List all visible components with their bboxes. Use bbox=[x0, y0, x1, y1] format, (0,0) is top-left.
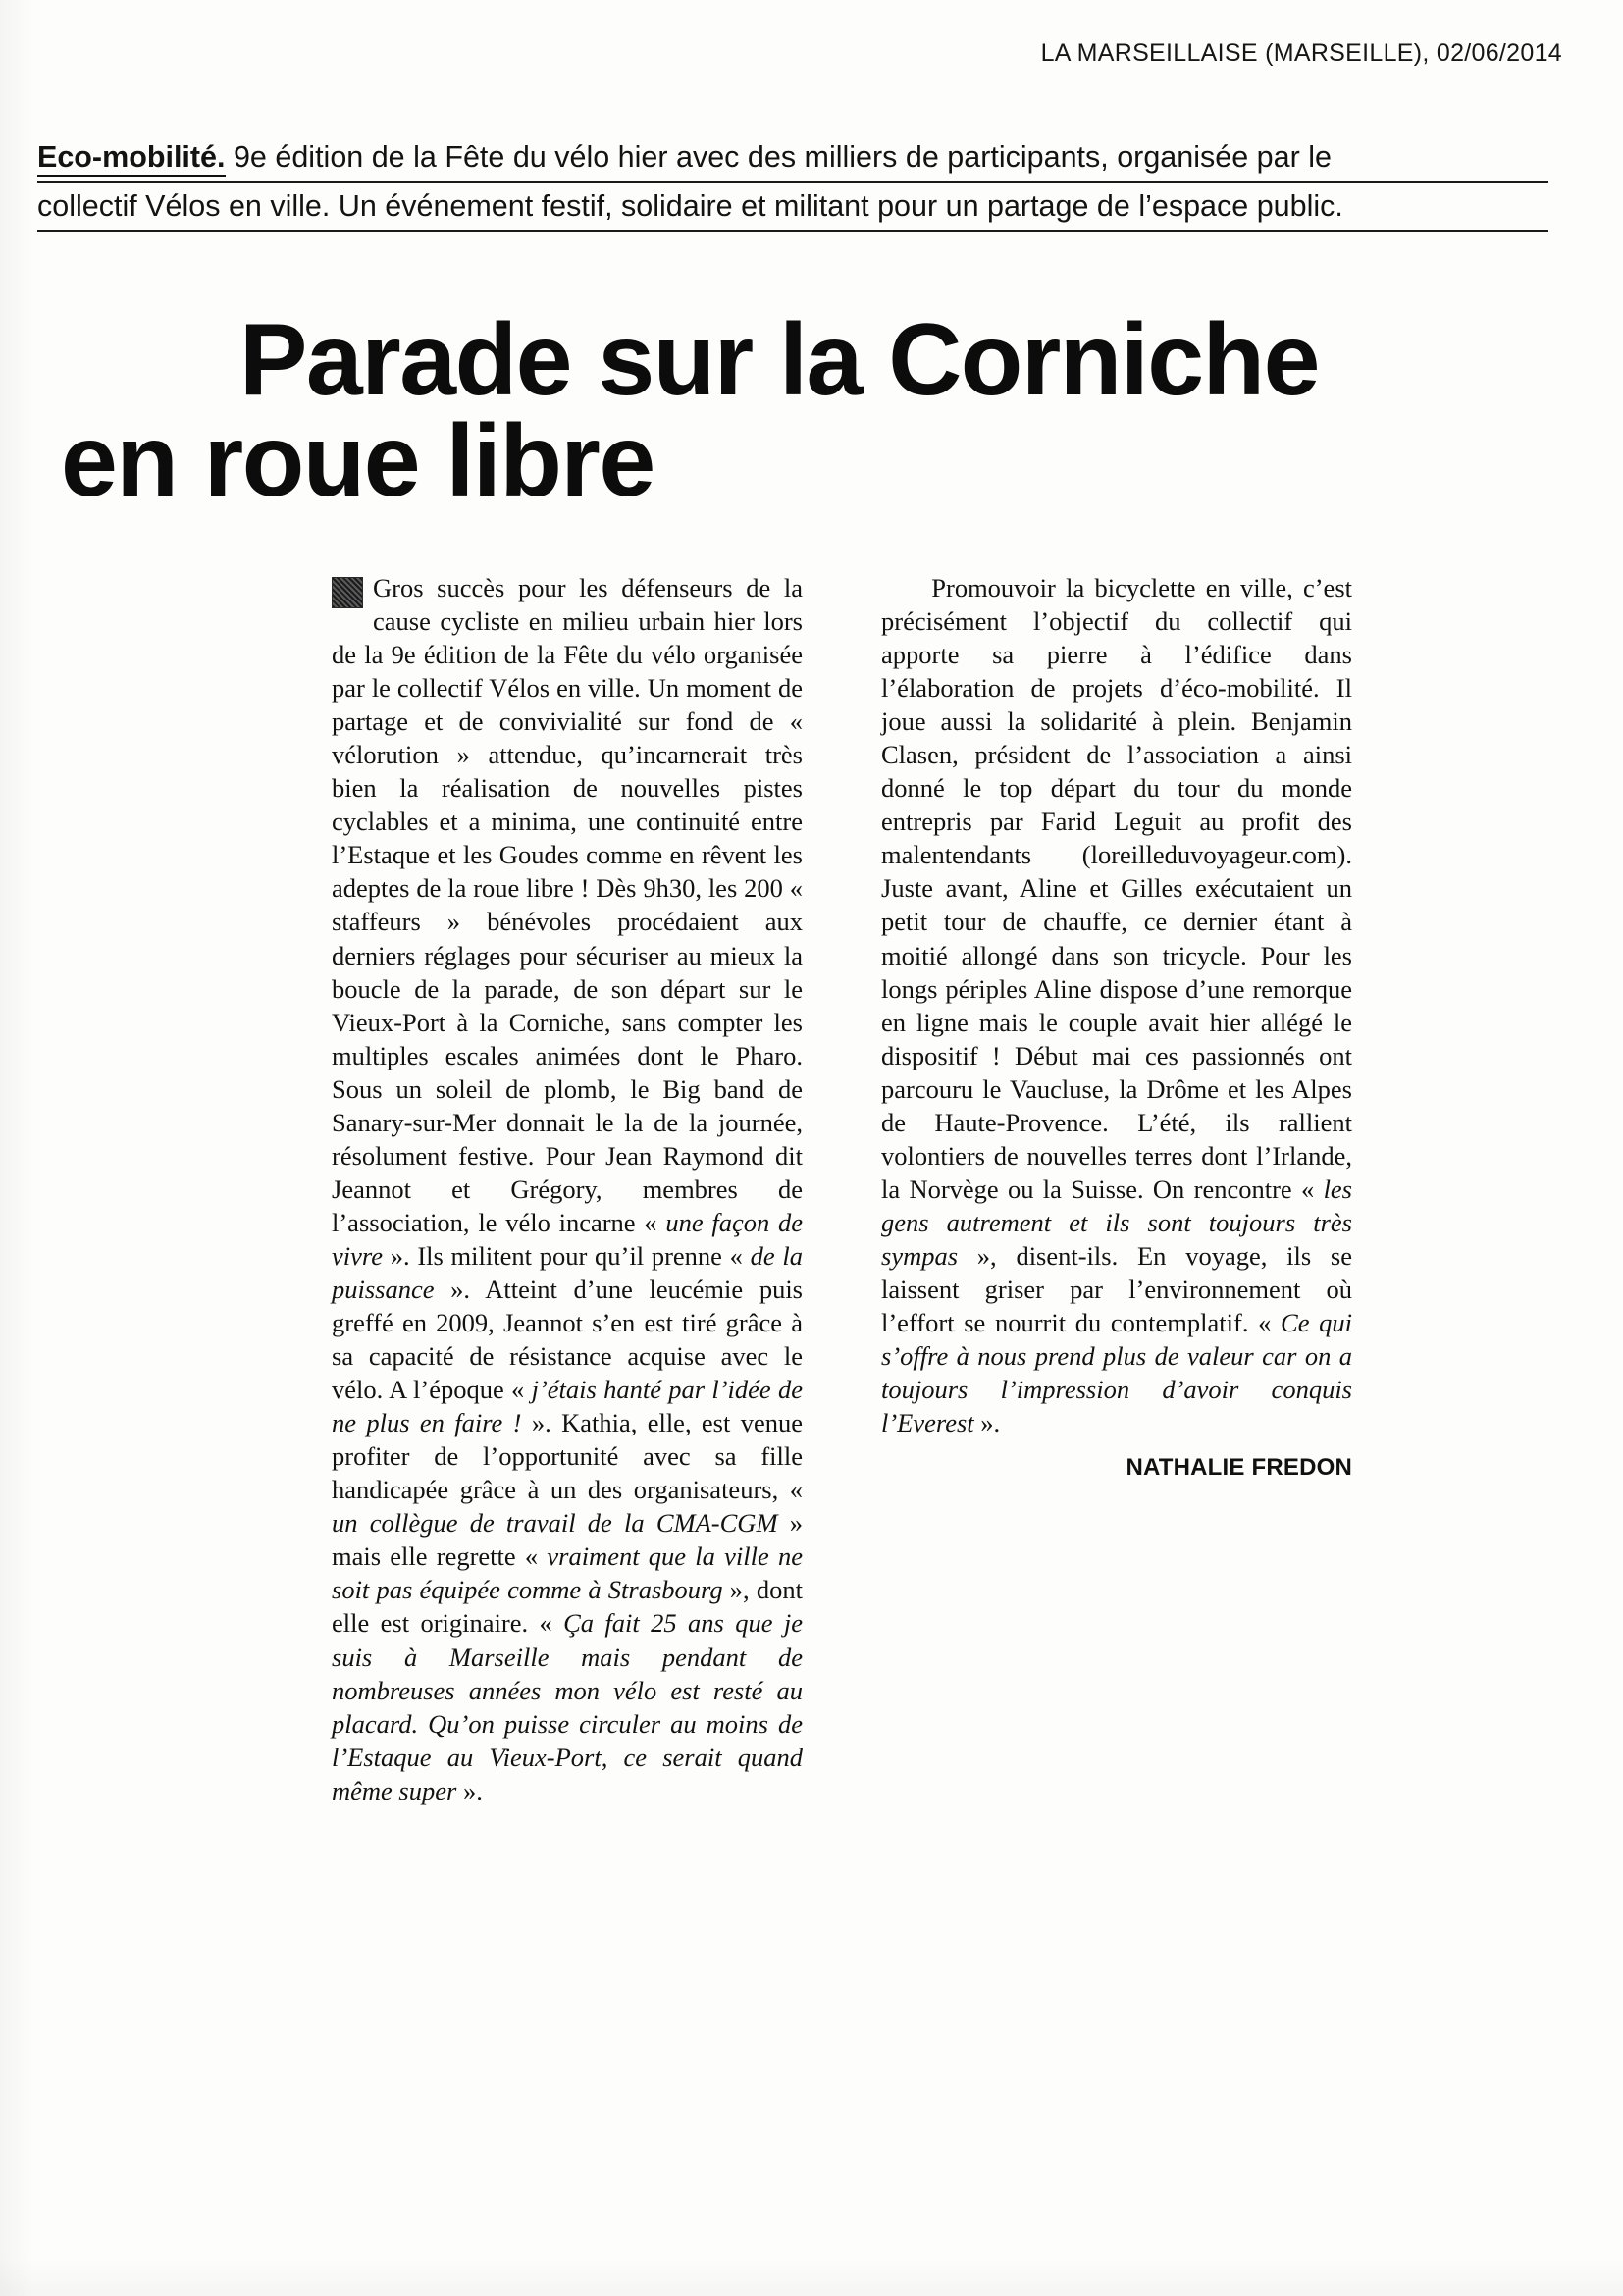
standfirst-line-1 bbox=[37, 137, 1548, 183]
article-body bbox=[332, 571, 1411, 2239]
standfirst-line-1-rest: 9e édition de la Fête du vélo hier avec des milliers de participants, organisée par le bbox=[225, 140, 1332, 174]
article-column-1-text: Gros succès pour les défenseurs de la cause cycliste en milieu urbain hier lors de la 9e édition de la Fête du vélo organisée par le collectif Vélos en ville. Un moment de partage et de convivialité sur fond de « vélorution » attendue, qu’incarnerait très bien la réalisation de nouvelles pistes cyclables et a minima, une continuité entre l’Estaque et les Goudes comme en rêvent les adeptes de la roue libre ! Dès 9h30, les 200 « staffeurs » bénévoles procédaient aux derniers réglages pour sécuriser au mieux la boucle de la parade, de son départ sur le Vieux-Port à la Corniche, sans compter les multiples escales animées dont le Pharo. Sous un soleil de plomb, le Big band de Sanary-sur-Mer donnait le la de la journée, résolument festive. Pour Jean Raymond dit Jeannot et Grégory, membres de l’association, le vélo incarne « une façon de vivre ». Ils militent pour qu’il prenne « de la puissance ». Atteint d’une leucémie puis greffé en 2009, Jeannot s’en est tiré grâce à sa capacité de résistance acquise avec le vélo. A l’époque « j’étais hanté par l’idée de ne plus en faire ! ». Kathia, elle, est venue profiter de l’opportunité avec sa fille handicapée grâce à un des organisateurs, « un collègue de travail de la CMA-CGM » mais elle regrette « vraiment que la ville ne soit pas équipée comme à Strasbourg », dont elle est originaire. « Ça fait 25 ans que je suis à Marseille mais pendant de nombreuses années mon vélo est resté au placard. Qu’on puisse circuler au moins de l’Estaque au Vieux-Port, ce serait quand même super ». bbox=[332, 573, 803, 1805]
page-title bbox=[43, 302, 1515, 518]
dropcap-ornament bbox=[332, 577, 363, 608]
byline: NATHALIE FREDON bbox=[1126, 1454, 1352, 1482]
article-column-1 bbox=[332, 571, 803, 1807]
headline-line-1: Parade sur la Corniche bbox=[239, 302, 1319, 417]
page-content bbox=[37, 0, 1586, 2296]
source-line: LA MARSEILLAISE (MARSEILLE), 02/06/2014 bbox=[1040, 39, 1562, 67]
standfirst-line-2: collectif Vélos en ville. Un événement festif, solidaire et militant pour un partage de l’espace public. bbox=[37, 186, 1548, 232]
kicker-label: Eco-mobilité. bbox=[37, 140, 226, 177]
article-column-2-text: Promouvoir la bicyclette en ville, c’est précisément l’objectif du collectif qui apporte sa pierre à l’édifice dans l’élaboration de projets d’éco-mobilité. Il joue aussi la solidarité à plein. Benjamin Clasen, président de l’association a ainsi donné le top départ du tour du monde entrepris par Farid Leguit au profit des malentendants (loreilleduvoyageur.com). Juste avant, Aline et Gilles exécutaient un petit tour de chauffe, ce dernier étant à moitié allongé dans son tricycle. Pour les longs périples Aline dispose d’une remorque en ligne mais le couple avait hier allégé le dispositif ! Début mai ces passionnés ont parcouru le Vaucluse, la Drôme et les Alpes de Haute-Provence. L’été, ils rallient volontiers de nouvelles terres dont l’Irlande, la Norvège ou la Suisse. On rencontre « les gens autrement et ils sont toujours très sympas », disent-ils. En voyage, ils se laissent griser par l’environnement où l’effort se nourrit du contemplatif. « Ce qui s’offre à nous prend plus de valeur car on a toujours l’impression d’avoir conquis l’Everest ». bbox=[881, 573, 1352, 1438]
scan-edge-left bbox=[0, 0, 33, 2296]
headline-line-2: en roue libre bbox=[61, 403, 654, 518]
article-column-2 bbox=[881, 571, 1352, 1484]
standfirst bbox=[37, 137, 1548, 232]
